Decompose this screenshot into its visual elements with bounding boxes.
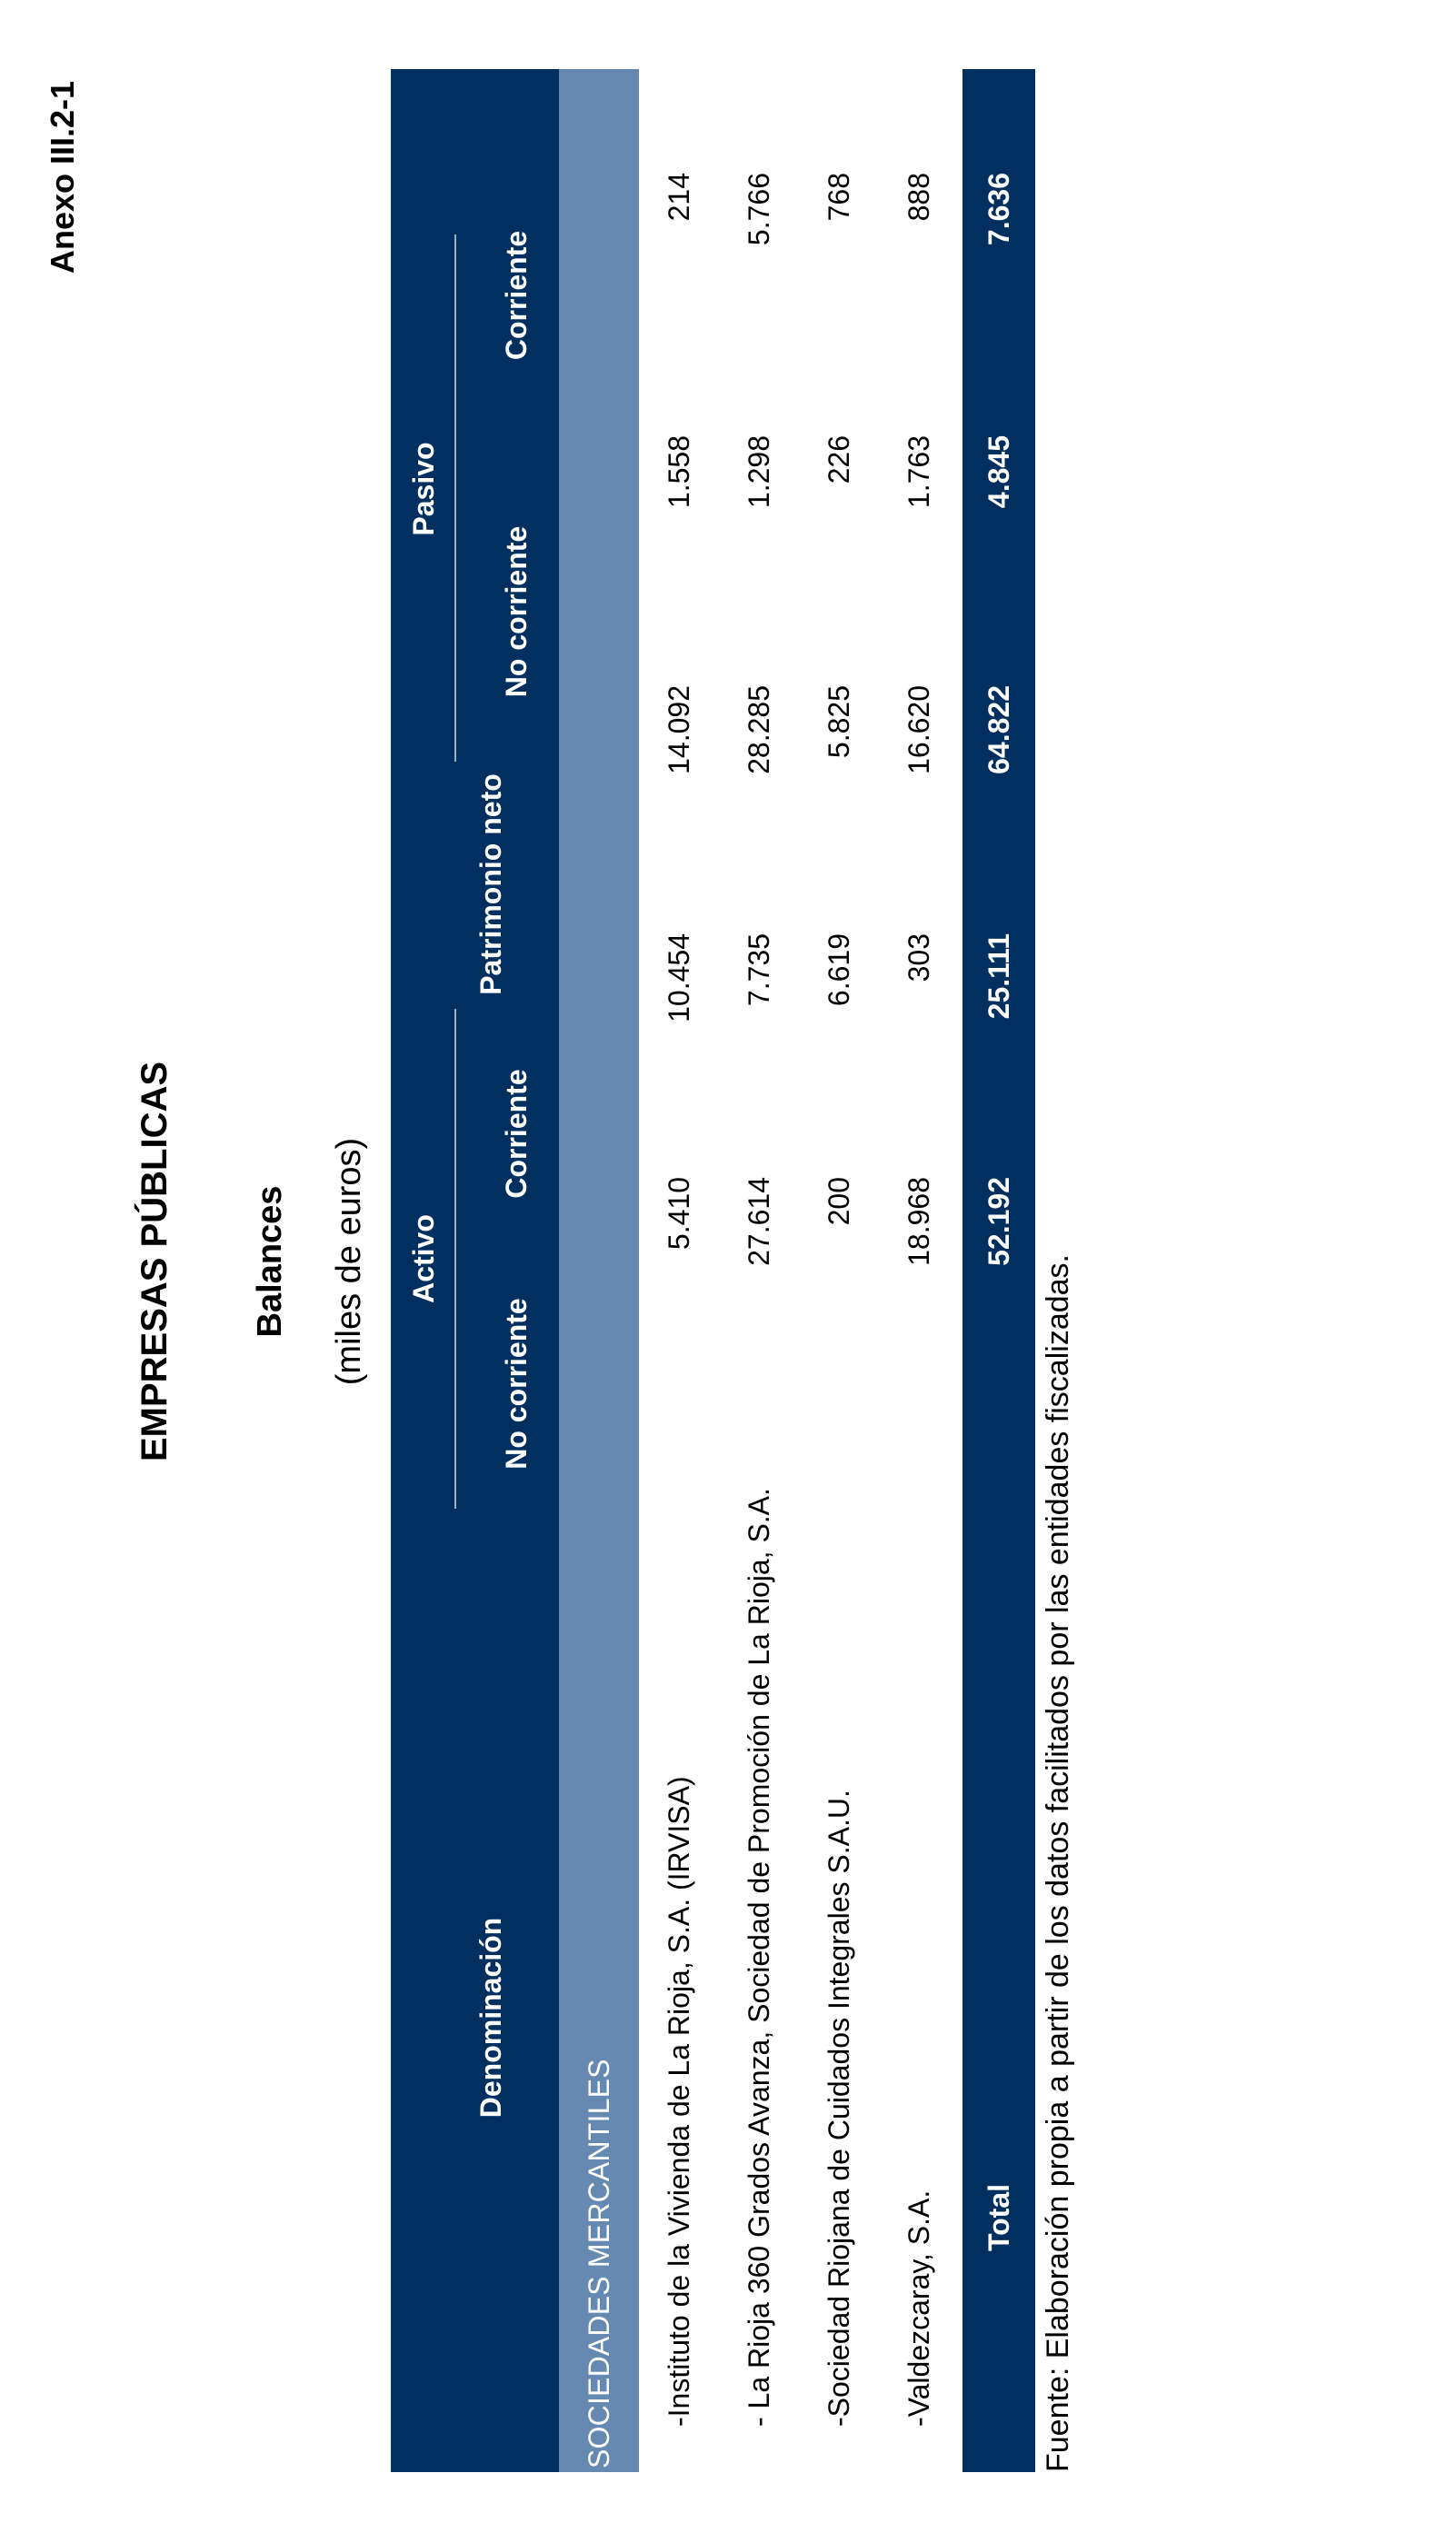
cell-pasivo-corriente: 5.766 (743, 173, 775, 246)
header-denominacion: Denominación (474, 1917, 507, 2119)
table-row (879, 69, 959, 2472)
section-row: SOCIEDADES MERCANTILES (559, 69, 639, 2472)
table-header (391, 69, 559, 2472)
cell-activo-no-corriente: 18.968 (903, 1177, 935, 1266)
total-label: Total (982, 2183, 1015, 2252)
cell-pasivo-no-corriente: 226 (823, 435, 855, 484)
table-row (799, 69, 879, 2472)
page-title: EMPRESAS PÚBLICAS (135, 1061, 175, 1462)
header-pasivo-divider (454, 234, 456, 762)
cell-activo-corriente: 6.619 (823, 933, 855, 1007)
total-activo-no-corriente: 52.192 (982, 1177, 1015, 1266)
total-activo-corriente: 25.111 (982, 933, 1015, 1020)
balances-table (391, 69, 1035, 2472)
cell-activo-corriente: 7.735 (743, 933, 775, 1007)
cell-patrimonio-neto: 5.825 (823, 685, 855, 759)
cell-activo-corriente: 303 (903, 933, 935, 982)
row-name: -Instituto de la Vivienda de La Rioja, S.A. (IRVISA) (663, 1776, 695, 2427)
cell-pasivo-no-corriente: 1.558 (663, 435, 695, 509)
header-pasivo-no-corriente: No corriente (500, 525, 533, 698)
cell-patrimonio-neto: 16.620 (903, 685, 935, 774)
header-pasivo-corriente: Corriente (500, 230, 533, 361)
cell-pasivo-no-corriente: 1.298 (743, 435, 775, 509)
header-activo: Activo (407, 1214, 440, 1303)
table-row (719, 69, 799, 2472)
row-name: -Valdezcaray, S.A. (903, 2189, 935, 2427)
row-name: - La Rioja 360 Grados Avanza, Sociedad de Promoción de La Rioja, S.A. (743, 1488, 775, 2427)
header-patrimonio-neto: Patrimonio neto (474, 773, 507, 995)
page-subtitle: Balances (251, 1185, 289, 1338)
cell-activo-corriente: 10.454 (663, 933, 695, 1022)
total-pasivo-corriente: 7.636 (982, 173, 1015, 246)
header-activo-corriente: Corriente (500, 1069, 533, 1199)
cell-pasivo-corriente: 214 (663, 173, 695, 222)
header-activo-divider (454, 1009, 456, 1509)
units-note: (miles de euros) (330, 1137, 368, 1386)
cell-patrimonio-neto: 14.092 (663, 685, 695, 774)
cell-activo-no-corriente: 200 (823, 1177, 855, 1226)
row-name: -Sociedad Riojana de Cuidados Integrales S.A.U. (823, 1790, 855, 2427)
total-pasivo-no-corriente: 4.845 (982, 435, 1015, 509)
table-row (639, 69, 719, 2472)
total-row (962, 69, 1035, 2472)
cell-pasivo-corriente: 768 (823, 173, 855, 222)
header-activo-no-corriente: No corriente (500, 1298, 533, 1470)
source-note: Fuente: Elaboración propia a partir de los datos facilitados por las entidades fiscalizadas. (1041, 1254, 1075, 2472)
annex-label: Anexo III.2-1 (44, 80, 81, 274)
cell-pasivo-corriente: 888 (903, 173, 935, 222)
cell-activo-no-corriente: 27.614 (743, 1177, 775, 1266)
cell-activo-no-corriente: 5.410 (663, 1177, 695, 1251)
header-pasivo: Pasivo (407, 442, 440, 536)
total-patrimonio-neto: 64.822 (982, 685, 1015, 774)
cell-pasivo-no-corriente: 1.763 (903, 435, 935, 509)
cell-patrimonio-neto: 28.285 (743, 685, 775, 774)
